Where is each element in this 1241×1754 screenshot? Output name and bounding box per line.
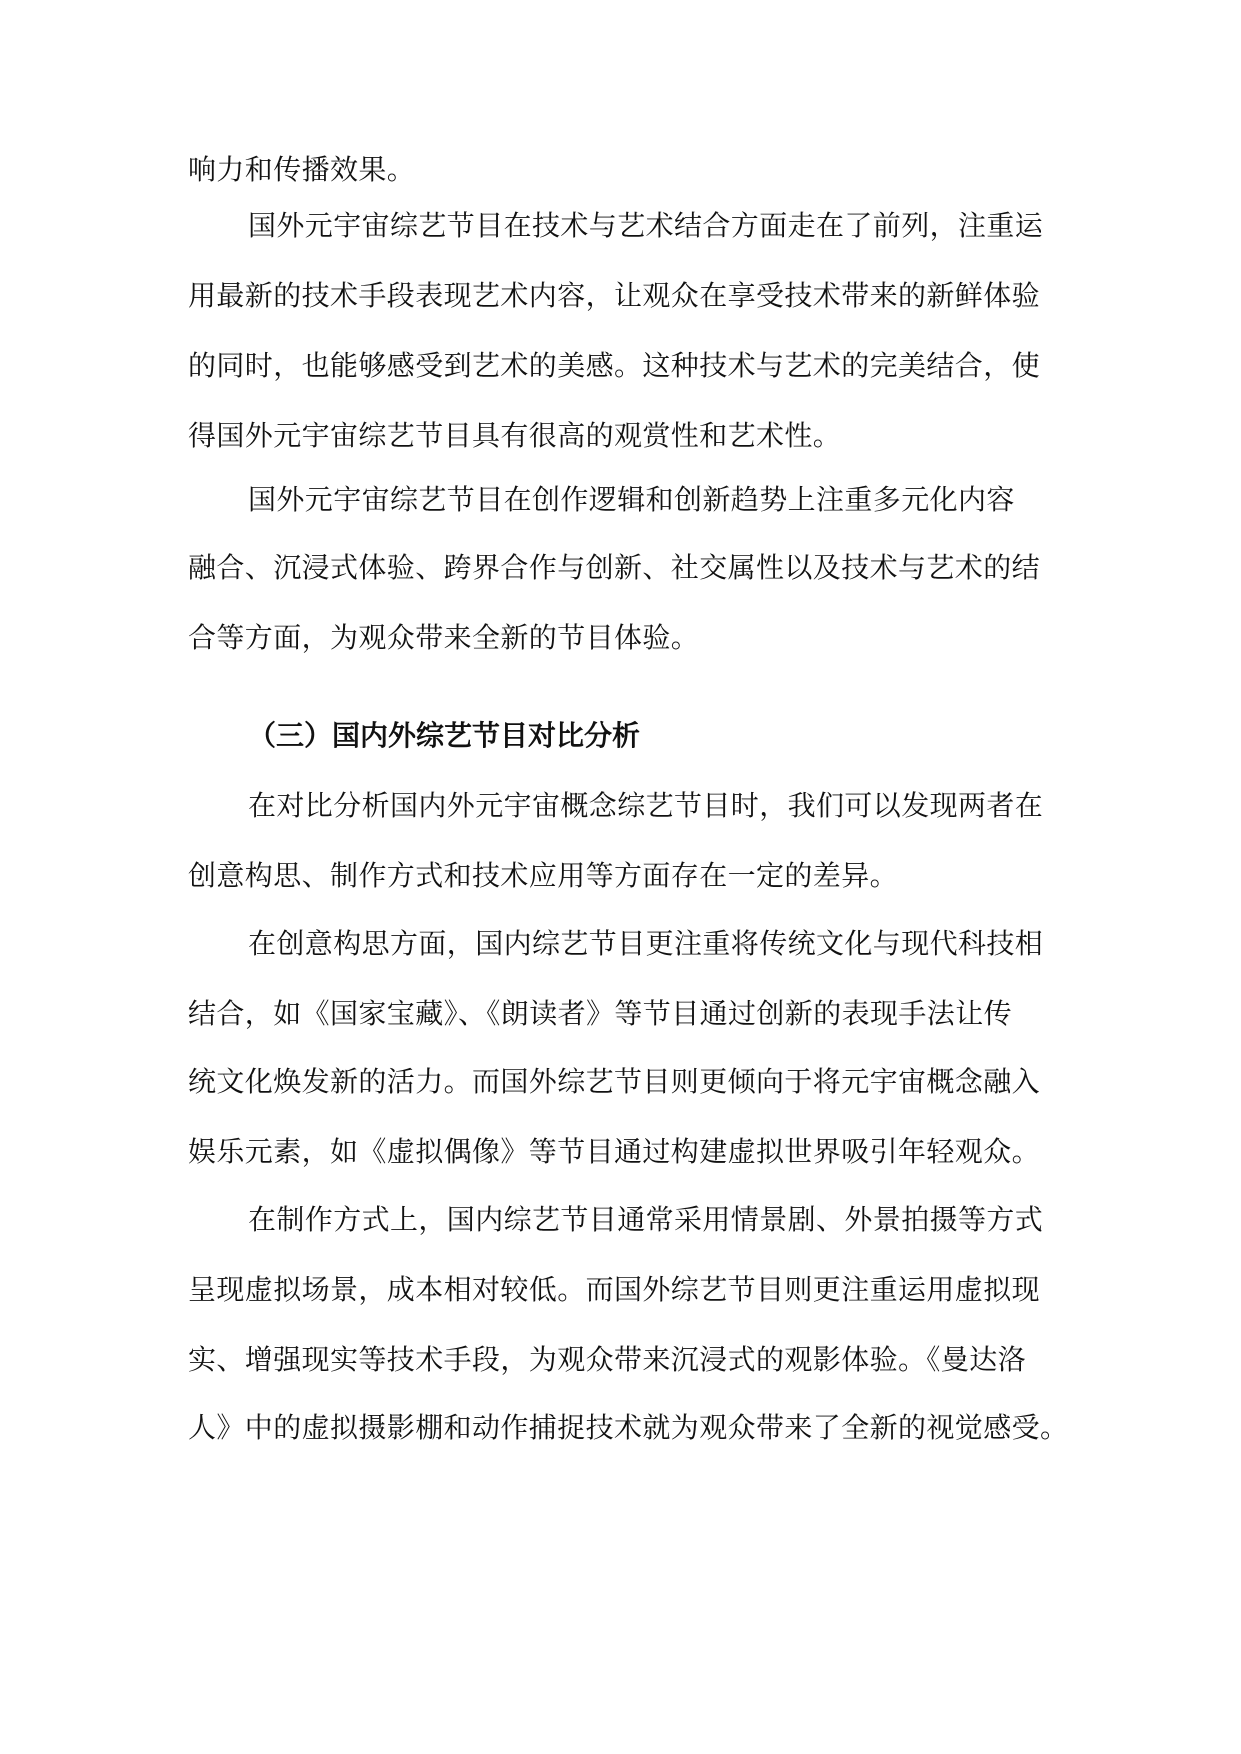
paragraph-line: 融合、沉浸式体验、跨界合作与创新、社交属性以及技术与艺术的结 bbox=[188, 551, 1041, 584]
paragraph-line: 国外元宇宙综艺节目在技术与艺术结合方面走在了前列，注重运 bbox=[248, 209, 1044, 242]
paragraph-line: 的同时，也能够感受到艺术的美感。这种技术与艺术的完美结合，使 bbox=[188, 349, 1041, 382]
paragraph-line: 在创意构思方面，国内综艺节目更注重将传统文化与现代科技相 bbox=[248, 927, 1044, 960]
paragraph-line: 在制作方式上，国内综艺节目通常采用情景剧、外景拍摄等方式 bbox=[248, 1203, 1044, 1236]
paragraph-line: 人》中的虚拟摄影棚和动作捕捉技术就为观众带来了全新的视觉感受。 bbox=[188, 1411, 1069, 1444]
paragraph-line: 用最新的技术手段表现艺术内容，让观众在享受技术带来的新鲜体验 bbox=[188, 279, 1041, 312]
paragraph-line: 统文化焕发新的活力。而国外综艺节目则更倾向于将元宇宙概念融入 bbox=[188, 1065, 1041, 1098]
paragraph-line: 国外元宇宙综艺节目在创作逻辑和创新趋势上注重多元化内容 bbox=[248, 483, 1015, 516]
paragraph-line: 结合，如《国家宝藏》、《朗读者》等节目通过创新的表现手法让传 bbox=[188, 997, 1013, 1030]
paragraph-line: 创意构思、制作方式和技术应用等方面存在一定的差异。 bbox=[188, 859, 899, 892]
paragraph-line: 呈现虚拟场景，成本相对较低。而国外综艺节目则更注重运用虚拟现 bbox=[188, 1273, 1041, 1306]
paragraph-line: 娱乐元素，如《虚拟偶像》等节目通过构建虚拟世界吸引年轻观众。 bbox=[188, 1135, 1041, 1168]
paragraph-line: 合等方面，为观众带来全新的节目体验。 bbox=[188, 621, 700, 654]
paragraph-line: 得国外元宇宙综艺节目具有很高的观赏性和艺术性。 bbox=[188, 419, 842, 452]
paragraph-line: 在对比分析国内外元宇宙概念综艺节目时，我们可以发现两者在 bbox=[248, 789, 1044, 822]
paragraph-line: 响力和传播效果。 bbox=[188, 153, 416, 186]
paragraph-line: 实、增强现实等技术手段，为观众带来沉浸式的观影体验。《曼达洛 bbox=[188, 1343, 1027, 1376]
section-heading: （三）国内外综艺节目对比分析 bbox=[248, 719, 641, 752]
